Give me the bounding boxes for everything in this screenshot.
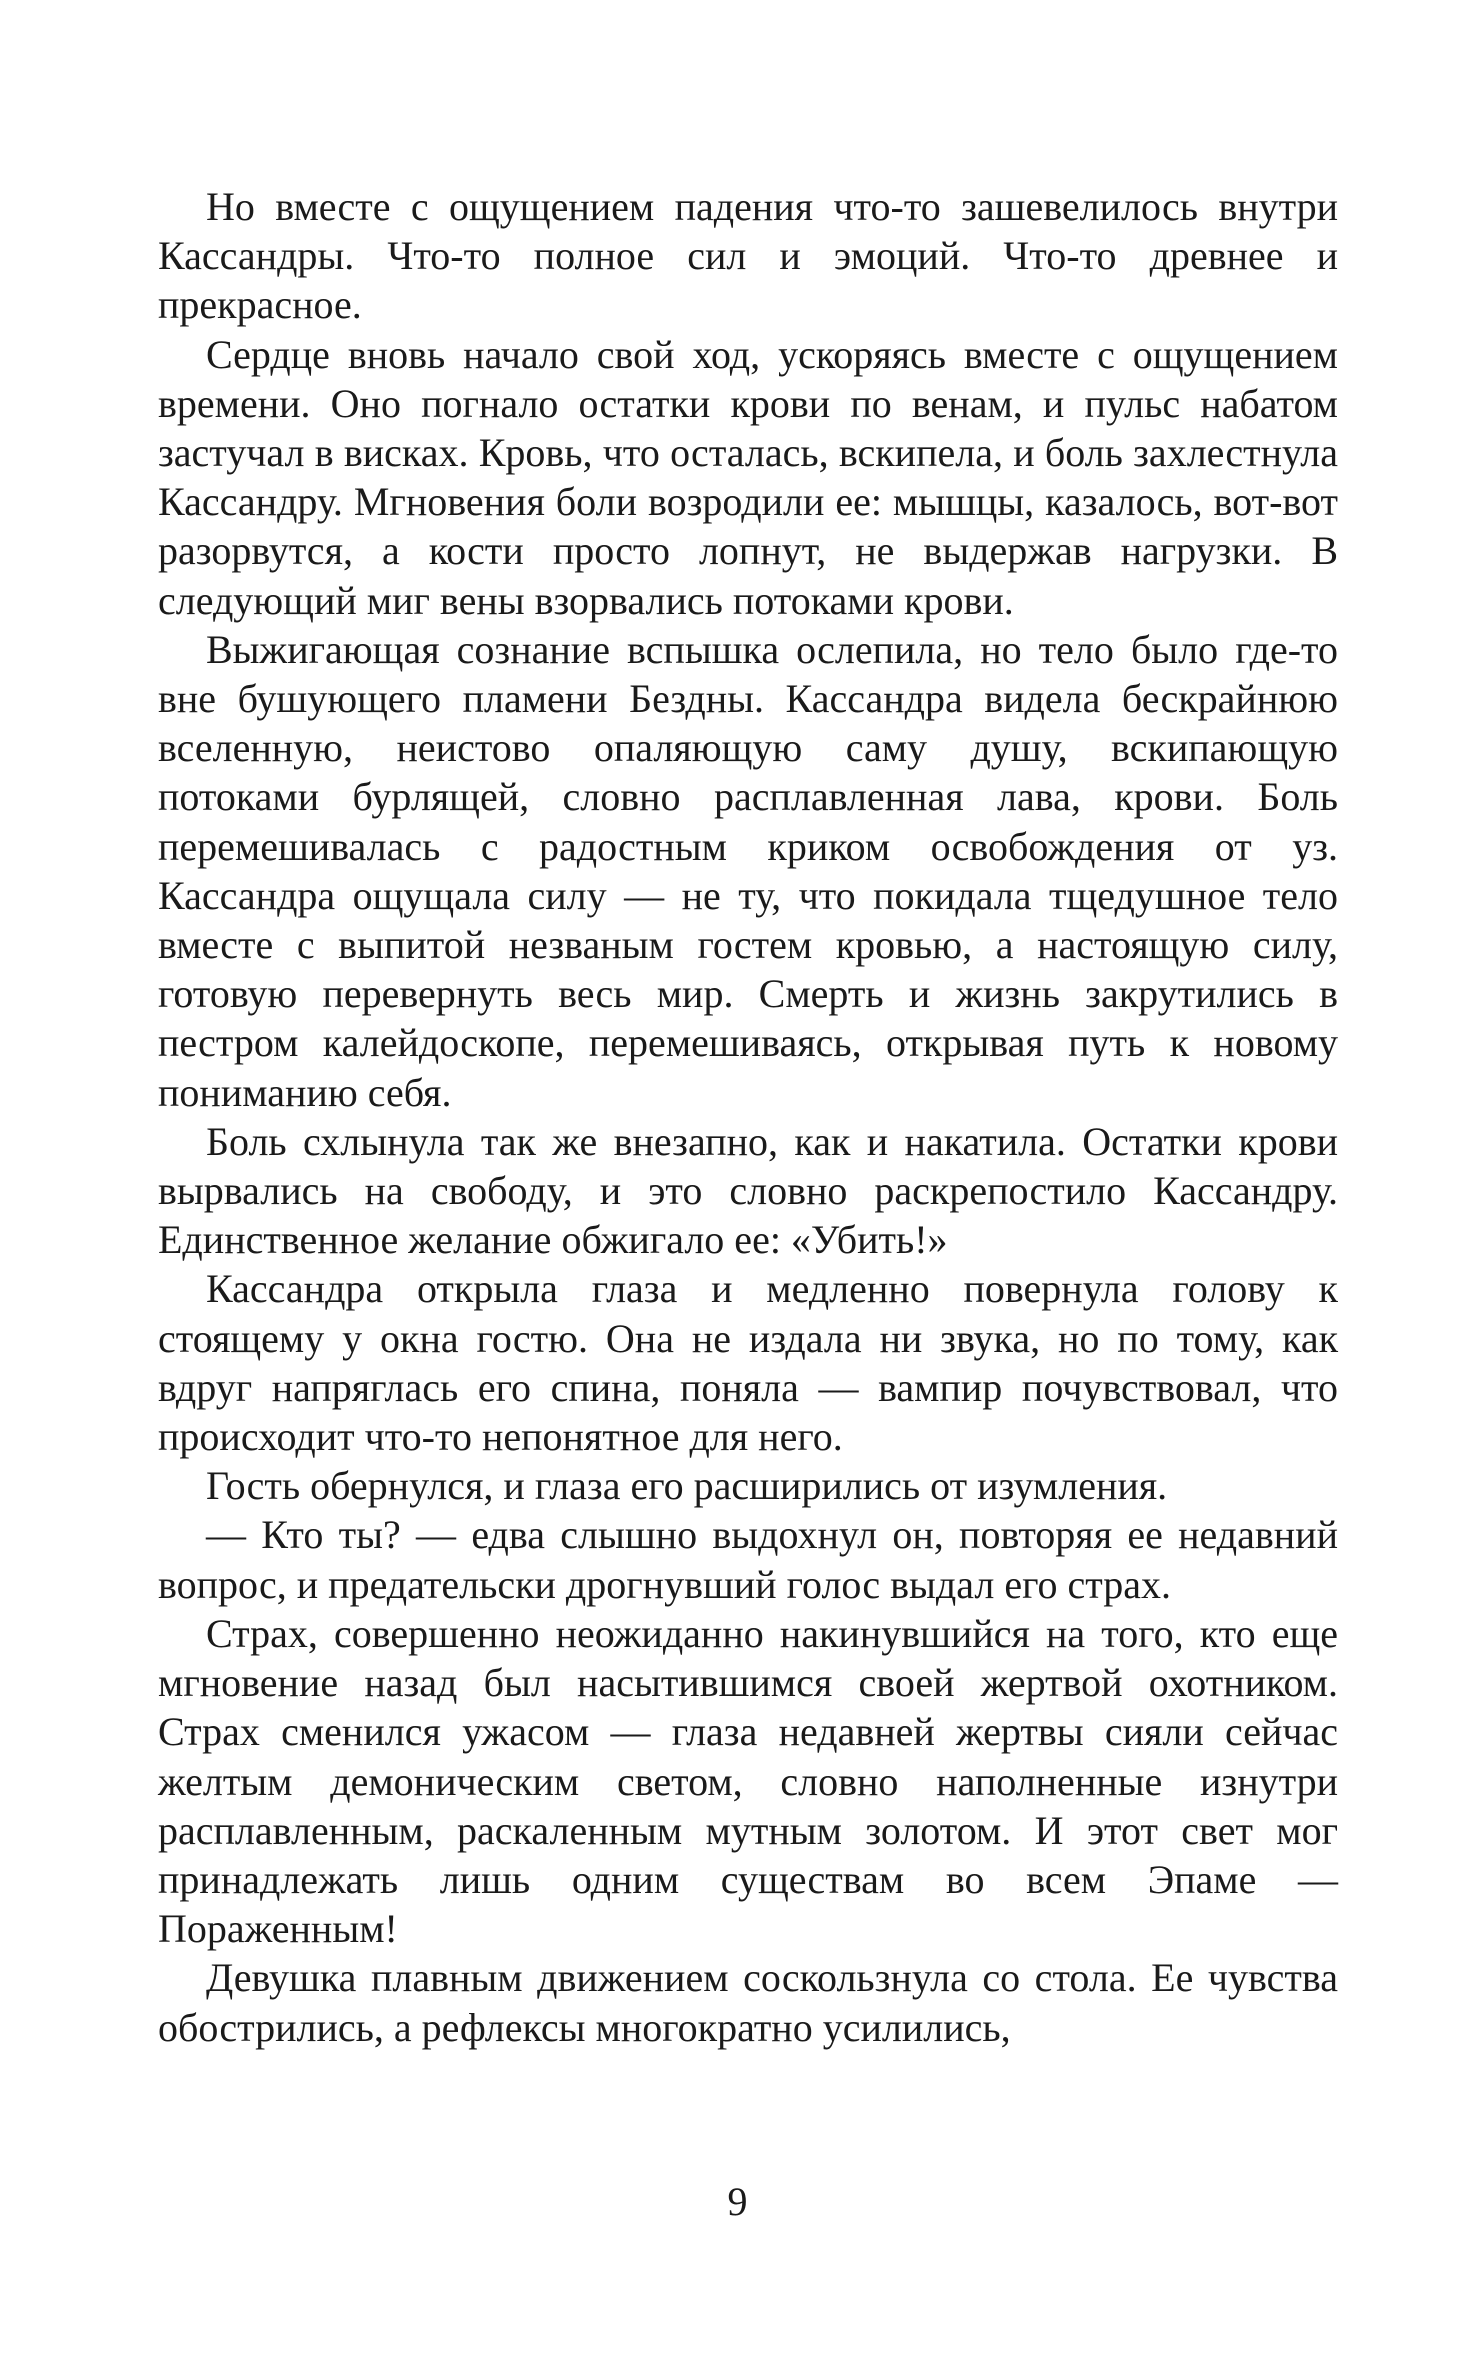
paragraph-5: Кассандра открыла глаза и медленно повернула голову к стоящему у окна гостю. Она не издала ни звука, но по тому, как вдруг напряглась его спина, поняла — вампир почувствовал, что происходит что-то непонятное для него. xyxy=(158,1266,1338,1460)
paragraph-9: Девушка плавным движением соскользнула со стола. Ее чувства обострились, а рефлексы многократно усилились, xyxy=(158,1955,1338,2050)
paragraph-7-dialogue: — Кто ты? — едва слышно выдохнул он, повторяя ее недавний вопрос, и предательски дрогнувший голос выдал его страх. xyxy=(158,1512,1338,1607)
body-text xyxy=(158,182,1338,2052)
paragraph-4: Боль схлынула так же внезапно, как и накатила. Остатки крови вырвались на свободу, и это словно раскрепостило Кассандру. Единственное желание обжигало ее: «Убить!» xyxy=(158,1118,1338,1263)
paragraph-6: Гость обернулся, и глаза его расширились от изумления. xyxy=(206,1463,1168,1509)
paragraph-8: Страх, совершенно неожиданно накинувшийся на того, кто еще мгновение назад был насытившимся своей жертвой охотником. Страх сменился ужасом — глаза недавней жертвы сияли сейчас желтым демоническим светом, словно наполненные изнутри расплавленным, раскаленным мутным золотом. И этот свет мог принадлежать лишь одним существам во всем Эпаме — Пораженным! xyxy=(158,1610,1338,1952)
paragraph-1: Но вместе с ощущением падения что-то зашевелилось внутри Кассандры. Что-то полное сил и эмоций. Что-то древнее и прекрасное. xyxy=(158,184,1338,328)
page-number: 9 xyxy=(727,2179,748,2224)
paragraph-3: Выжигающая сознание вспышка ослепила, но тело было где-то вне бушующего пламени Бездны. Кассандра видела бескрайнюю вселенную, неистово опаляющую саму душу, вскипающую потоками бурлящей, словно расплавленная лава, крови. Боль перемешивалась с радостным криком освобождения от уз. Кассандра ощущала силу — не ту, что покидала тщедушное тело вместе с выпитой незваным гостем кровью, а настоящую силу, готовую перевернуть весь мир. Смерть и жизнь закрутились в пестром калейдоскопе, перемешиваясь, открывая путь к новому пониманию себя. xyxy=(158,626,1338,1115)
paragraph-2: Сердце вновь начало свой ход, ускоряясь вместе с ощущением времени. Оно погнало остатки крови по венам, и пульс набатом застучал в висках. Кровь, что осталась, вскипела, и боль захлестнула Кассандру. Мгновения боли возродили ее: мышцы, казалось, вот-вот разорвутся, а кости просто лопнут, не выдержав нагрузки. В следующий миг вены взорвались потоками крови. xyxy=(158,331,1338,623)
